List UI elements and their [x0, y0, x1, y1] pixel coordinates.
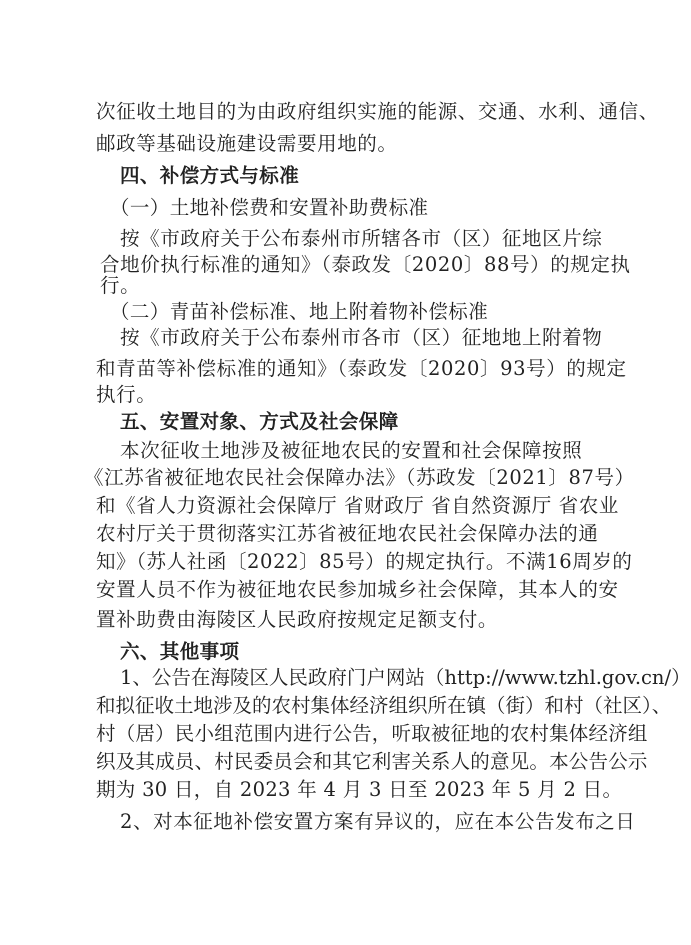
- section-heading-5: 五、安置对象、方式及社会保障: [120, 410, 399, 433]
- body-text-line: 知》（苏人社函〔2022〕85号）的规定执行。不满16周岁的: [96, 550, 633, 573]
- subsection-heading-4-1: （一）土地补偿费和安置补助费标准: [110, 196, 429, 219]
- body-text-line: 和拟征收土地涉及的农村集体经济组织所在镇（街）和村（社区）、: [96, 694, 672, 717]
- body-text-line: 次征收土地目的为由政府组织实施的能源、交通、水利、通信、: [96, 100, 659, 123]
- section-heading-6: 六、其他事项: [120, 640, 240, 663]
- body-text-line: 农村厅关于贯彻落实江苏省被征地农民社会保障办法的通: [96, 522, 599, 545]
- body-text-line: 织及其成员、村民委员会和其它利害关系人的意见。本公告公示: [96, 750, 648, 773]
- body-text-line: 邮政等基础设施建设需要用地的。: [96, 132, 398, 155]
- body-text-line-with-website: 1、公告在海陵区人民政府门户网站（http://www.tzhl.gov.cn/）: [120, 666, 691, 689]
- subsection-heading-4-2: （二）青苗补偿标准、地上附着物补偿标准: [110, 300, 489, 323]
- body-text-line: 和《省人力资源社会保障厅 省财政厅 省自然资源厅 省农业: [96, 494, 619, 517]
- body-text-line: 执行。: [96, 383, 157, 406]
- section-heading-4: 四、补偿方式与标准: [120, 164, 300, 187]
- body-text-line: 按《市政府关于公布泰州市各市（区）征地地上附着物: [120, 326, 603, 349]
- body-text-line: 本次征收土地涉及被征地农民的安置和社会保障按照: [120, 439, 583, 462]
- body-text-line: 期为 30 日，自 2023 年 4 月 3 日至 2023 年 5 月 2 日。: [96, 778, 623, 801]
- body-text-line: 村（居）民小组范围内进行公告，听取被征地的农村集体经济组: [96, 722, 648, 745]
- body-text-line: 2、对本征地补偿安置方案有异议的，应在本公告发布之日: [120, 810, 636, 833]
- body-text-line: 和青苗等补偿标准的通知》（泰政发〔2020〕93号）的规定: [96, 357, 627, 380]
- body-text-line: 按《市政府关于公布泰州市所辖各市（区）征地区片综: [120, 227, 603, 250]
- body-text-line: 置补助费由海陵区人民政府按规定足额支付。: [96, 608, 499, 631]
- body-text-line: 安置人员不作为被征地农民参加城乡社会保障，其本人的安: [96, 578, 619, 601]
- body-text-line: 行。: [100, 274, 141, 297]
- body-text-line: 合地价执行标准的通知》（泰政发〔2020〕88号）的规定执: [100, 253, 631, 276]
- body-text-line: 《江苏省被征地农民社会保障办法》（苏政发〔2021〕87号）: [84, 466, 635, 489]
